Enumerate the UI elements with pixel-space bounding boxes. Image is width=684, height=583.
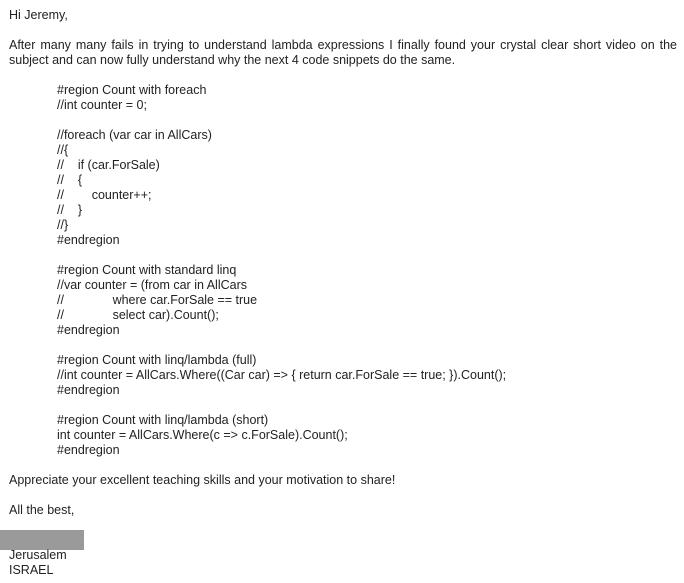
code-line: //int counter = 0;	[57, 98, 147, 112]
code-line: // }	[57, 203, 83, 217]
code-line: // if (car.ForSale)	[57, 158, 160, 172]
code-line: #region Count with linq/lambda (full)	[57, 353, 257, 367]
code-line: //{	[57, 143, 69, 157]
code-line: #endregion	[57, 443, 120, 457]
code-line: //}	[57, 218, 69, 232]
greeting: Hi Jeremy,	[9, 8, 68, 22]
signature-country: ISRAEL	[9, 563, 54, 577]
code-line: // counter++;	[57, 188, 152, 202]
appreciation-text: Appreciate your excellent teaching skills and your motivation to share!	[9, 473, 396, 487]
code-line: int counter = AllCars.Where(c => c.ForSale).Count();	[57, 428, 348, 442]
code-line: #endregion	[57, 233, 120, 247]
code-line: #endregion	[57, 323, 120, 337]
redacted-name-block	[0, 530, 84, 550]
code-line: // {	[57, 173, 83, 187]
signature-city: Jerusalem	[9, 548, 67, 562]
code-line: #region Count with linq/lambda (short)	[57, 413, 269, 427]
code-line: //int counter = AllCars.Where((Car car) => { return car.ForSale == true; }).Count();	[57, 368, 507, 382]
code-line: #endregion	[57, 383, 120, 397]
code-line: //foreach (var car in AllCars)	[57, 128, 212, 142]
code-line: #region Count with standard linq	[57, 263, 237, 277]
intro-paragraph: After many many fails in trying to understand lambda expressions I finally found your crystal clear short video on the subject and can now fully understand why the next 4 code snippets do the same.	[9, 38, 677, 67]
code-line: #region Count with foreach	[57, 83, 207, 97]
code-line: // where car.ForSale == true	[57, 293, 258, 307]
code-line: // select car).Count();	[57, 308, 219, 322]
code-line: //var counter = (from car in AllCars	[57, 278, 247, 292]
closing-text: All the best,	[9, 503, 75, 517]
